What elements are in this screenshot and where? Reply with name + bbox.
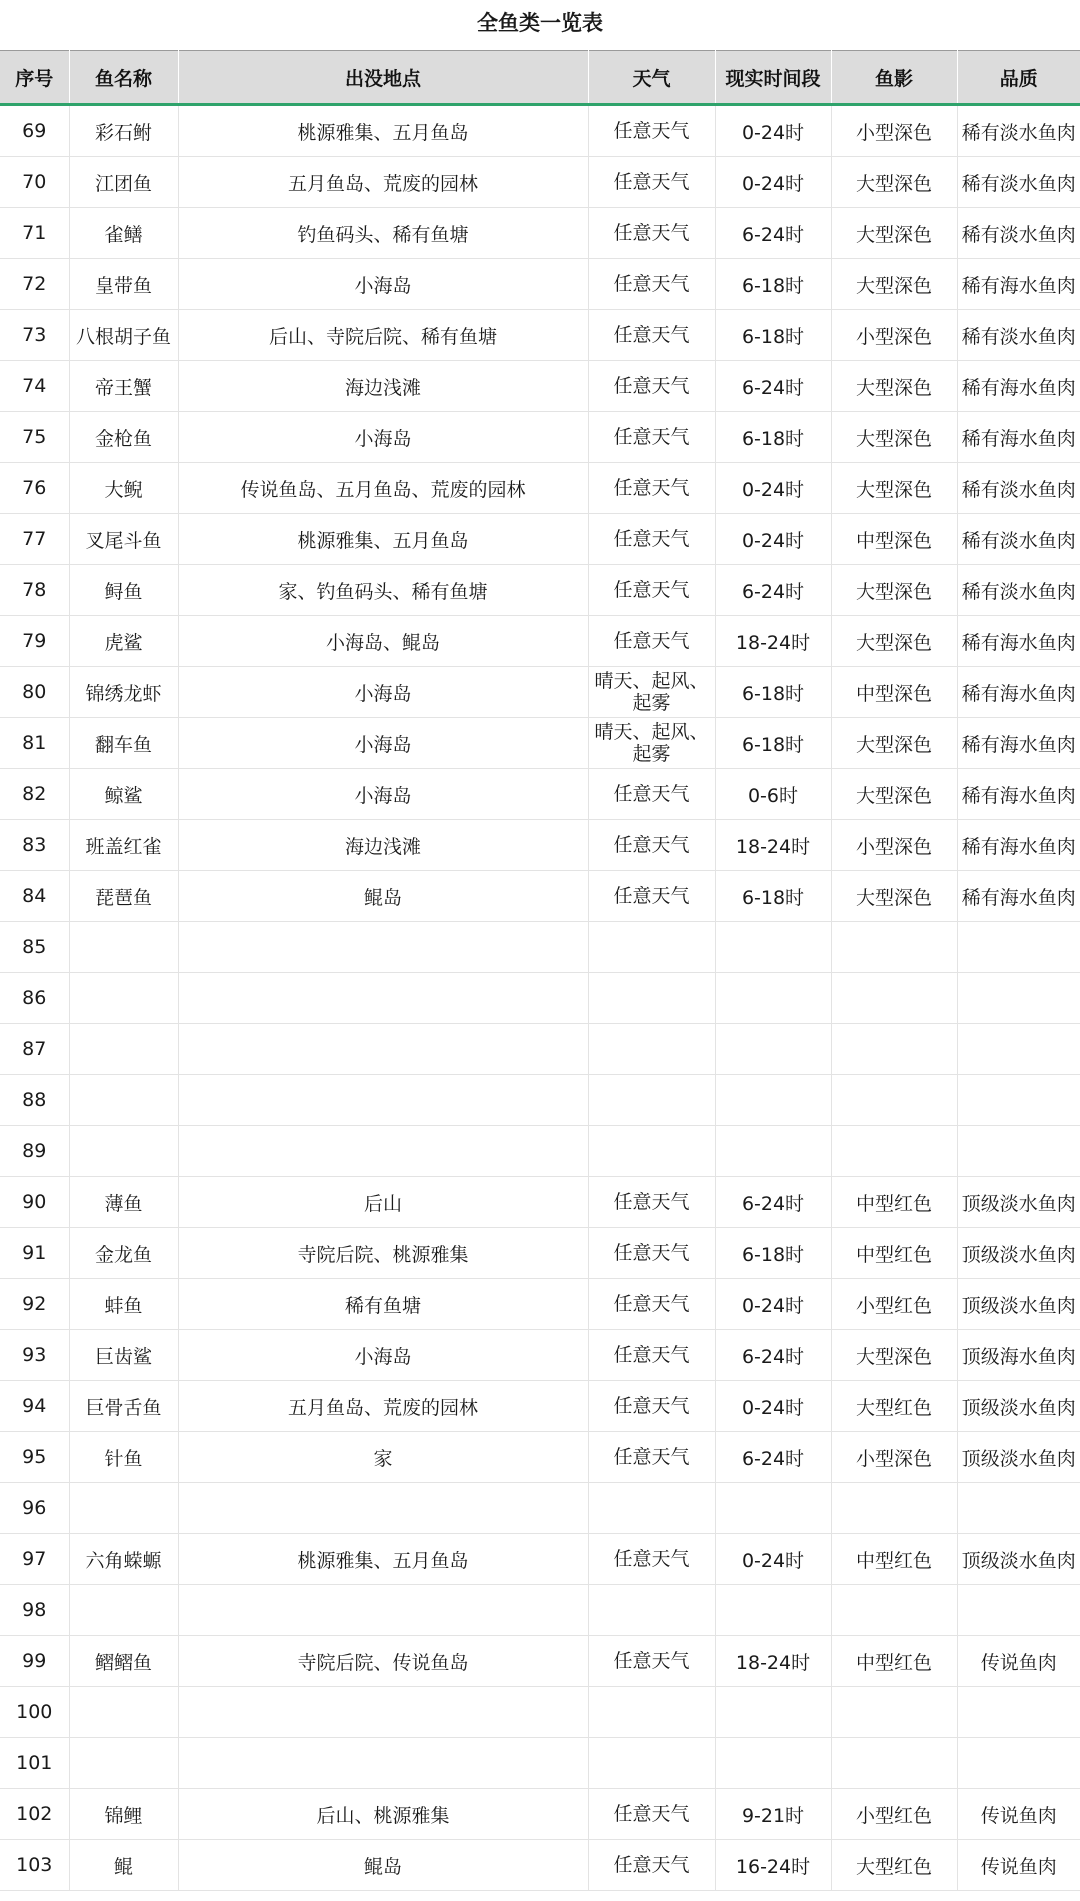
header-time: 现实时间段	[715, 51, 831, 105]
cell-location: 小海岛	[178, 412, 588, 463]
cell-weather: 任意天气	[588, 616, 715, 667]
cell-location: 海边浅滩	[178, 361, 588, 412]
cell-location	[178, 973, 588, 1024]
cell-fish-name	[69, 1585, 178, 1636]
cell-location: 后山、寺院后院、稀有鱼塘	[178, 310, 588, 361]
cell-time	[715, 1738, 831, 1789]
cell-quality: 稀有淡水鱼肉	[957, 310, 1080, 361]
cell-quality: 稀有海水鱼肉	[957, 412, 1080, 463]
cell-time: 6-24时	[715, 1330, 831, 1381]
cell-fish-name: 金龙鱼	[69, 1228, 178, 1279]
cell-fish-name: 鲲	[69, 1840, 178, 1891]
cell-weather: 任意天气	[588, 208, 715, 259]
cell-index: 93	[0, 1330, 69, 1381]
cell-fish-name: 彩石鲋	[69, 105, 178, 157]
header-quality: 品质	[957, 51, 1080, 105]
cell-weather: 任意天气	[588, 1381, 715, 1432]
cell-location	[178, 1075, 588, 1126]
cell-fish-name: 鲸鲨	[69, 769, 178, 820]
cell-weather: 任意天气	[588, 1228, 715, 1279]
cell-location: 后山	[178, 1177, 588, 1228]
cell-fish-name: 锦鲤	[69, 1789, 178, 1840]
cell-index: 70	[0, 157, 69, 208]
table-row	[0, 1840, 1080, 1891]
cell-fish-name	[69, 1738, 178, 1789]
table-row	[0, 565, 1080, 616]
cell-index: 103	[0, 1840, 69, 1891]
table-row	[0, 310, 1080, 361]
cell-shadow: 大型深色	[831, 463, 957, 514]
table-row	[0, 412, 1080, 463]
cell-location	[178, 1585, 588, 1636]
table-row	[0, 1330, 1080, 1381]
cell-location: 家、钓鱼码头、稀有鱼塘	[178, 565, 588, 616]
cell-weather: 任意天气	[588, 1279, 715, 1330]
cell-fish-name	[69, 973, 178, 1024]
cell-shadow: 大型深色	[831, 871, 957, 922]
cell-shadow: 大型深色	[831, 616, 957, 667]
cell-weather: 任意天气	[588, 105, 715, 157]
table-row	[0, 1585, 1080, 1636]
header-fish-name: 鱼名称	[69, 51, 178, 105]
cell-time: 18-24时	[715, 820, 831, 871]
cell-fish-name: 皇带鱼	[69, 259, 178, 310]
cell-time	[715, 1585, 831, 1636]
cell-fish-name	[69, 1024, 178, 1075]
cell-shadow: 小型红色	[831, 1279, 957, 1330]
cell-shadow: 大型深色	[831, 157, 957, 208]
table-row	[0, 1075, 1080, 1126]
cell-time: 0-24时	[715, 514, 831, 565]
cell-quality: 稀有淡水鱼肉	[957, 157, 1080, 208]
cell-time: 18-24时	[715, 1636, 831, 1687]
cell-fish-name: 金枪鱼	[69, 412, 178, 463]
cell-weather	[588, 973, 715, 1024]
cell-time: 18-24时	[715, 616, 831, 667]
cell-index: 85	[0, 922, 69, 973]
cell-quality: 顶级淡水鱼肉	[957, 1432, 1080, 1483]
cell-quality: 稀有淡水鱼肉	[957, 105, 1080, 157]
cell-location: 鲲岛	[178, 871, 588, 922]
cell-shadow: 大型深色	[831, 769, 957, 820]
table-row	[0, 105, 1080, 157]
cell-shadow: 中型红色	[831, 1534, 957, 1585]
cell-shadow	[831, 973, 957, 1024]
cell-weather	[588, 922, 715, 973]
table-row	[0, 616, 1080, 667]
cell-quality: 传说鱼肉	[957, 1840, 1080, 1891]
cell-shadow: 大型深色	[831, 565, 957, 616]
cell-location: 钓鱼码头、稀有鱼塘	[178, 208, 588, 259]
header-index: 序号	[0, 51, 69, 105]
cell-index: 84	[0, 871, 69, 922]
cell-time: 6-18时	[715, 871, 831, 922]
cell-time	[715, 922, 831, 973]
cell-weather: 任意天气	[588, 310, 715, 361]
cell-weather: 任意天气	[588, 412, 715, 463]
cell-shadow: 小型红色	[831, 1789, 957, 1840]
cell-time: 0-24时	[715, 1381, 831, 1432]
cell-time: 6-24时	[715, 361, 831, 412]
cell-quality: 稀有淡水鱼肉	[957, 514, 1080, 565]
cell-fish-name: 琵琶鱼	[69, 871, 178, 922]
cell-fish-name: 锦绣龙虾	[69, 667, 178, 718]
cell-fish-name	[69, 1075, 178, 1126]
cell-location	[178, 1687, 588, 1738]
table-row	[0, 1381, 1080, 1432]
table-row	[0, 361, 1080, 412]
cell-index: 87	[0, 1024, 69, 1075]
cell-time: 0-24时	[715, 157, 831, 208]
cell-weather: 任意天气	[588, 1330, 715, 1381]
cell-index: 96	[0, 1483, 69, 1534]
cell-quality: 稀有淡水鱼肉	[957, 565, 1080, 616]
cell-weather: 任意天气	[588, 1177, 715, 1228]
cell-quality: 顶级淡水鱼肉	[957, 1177, 1080, 1228]
cell-time: 6-24时	[715, 1432, 831, 1483]
cell-quality: 顶级淡水鱼肉	[957, 1534, 1080, 1585]
cell-weather	[588, 1483, 715, 1534]
cell-time: 6-18时	[715, 259, 831, 310]
cell-fish-name: 八根胡子鱼	[69, 310, 178, 361]
cell-quality	[957, 1585, 1080, 1636]
cell-index: 80	[0, 667, 69, 718]
cell-shadow: 中型红色	[831, 1228, 957, 1279]
cell-time	[715, 1126, 831, 1177]
cell-shadow: 小型深色	[831, 105, 957, 157]
cell-weather: 任意天气	[588, 769, 715, 820]
table-row	[0, 1534, 1080, 1585]
cell-fish-name	[69, 1687, 178, 1738]
cell-index: 78	[0, 565, 69, 616]
cell-weather: 任意天气	[588, 871, 715, 922]
table-row	[0, 1279, 1080, 1330]
cell-quality: 稀有淡水鱼肉	[957, 208, 1080, 259]
cell-index: 97	[0, 1534, 69, 1585]
cell-time: 0-24时	[715, 105, 831, 157]
cell-index: 102	[0, 1789, 69, 1840]
cell-index: 69	[0, 105, 69, 157]
cell-index: 75	[0, 412, 69, 463]
cell-fish-name: 鳛鳛鱼	[69, 1636, 178, 1687]
cell-quality: 稀有淡水鱼肉	[957, 463, 1080, 514]
cell-quality: 稀有海水鱼肉	[957, 769, 1080, 820]
cell-quality	[957, 973, 1080, 1024]
table-row	[0, 1126, 1080, 1177]
table-row	[0, 718, 1080, 769]
cell-location: 鲲岛	[178, 1840, 588, 1891]
cell-fish-name	[69, 922, 178, 973]
cell-fish-name: 巨齿鲨	[69, 1330, 178, 1381]
cell-quality: 稀有海水鱼肉	[957, 820, 1080, 871]
cell-location: 寺院后院、桃源雅集	[178, 1228, 588, 1279]
table-row	[0, 259, 1080, 310]
cell-location: 小海岛	[178, 259, 588, 310]
cell-quality: 顶级淡水鱼肉	[957, 1279, 1080, 1330]
cell-shadow	[831, 1126, 957, 1177]
page-title: 全鱼类一览表	[477, 11, 603, 35]
cell-fish-name: 江团鱼	[69, 157, 178, 208]
cell-index: 83	[0, 820, 69, 871]
header-location: 出没地点	[178, 51, 588, 105]
cell-shadow	[831, 1483, 957, 1534]
cell-index: 98	[0, 1585, 69, 1636]
cell-quality	[957, 1024, 1080, 1075]
cell-quality: 稀有海水鱼肉	[957, 667, 1080, 718]
cell-quality	[957, 1483, 1080, 1534]
cell-shadow: 大型深色	[831, 1330, 957, 1381]
cell-time: 16-24时	[715, 1840, 831, 1891]
cell-quality	[957, 1738, 1080, 1789]
table-row	[0, 1177, 1080, 1228]
table-header-row	[0, 51, 1080, 105]
cell-shadow	[831, 1738, 957, 1789]
table-row	[0, 1687, 1080, 1738]
cell-index: 82	[0, 769, 69, 820]
cell-quality	[957, 1075, 1080, 1126]
cell-fish-name: 翻车鱼	[69, 718, 178, 769]
cell-shadow: 大型红色	[831, 1381, 957, 1432]
cell-index: 91	[0, 1228, 69, 1279]
cell-shadow: 大型深色	[831, 412, 957, 463]
cell-time: 0-24时	[715, 463, 831, 514]
cell-weather	[588, 1585, 715, 1636]
table-row	[0, 820, 1080, 871]
cell-index: 88	[0, 1075, 69, 1126]
cell-quality: 稀有海水鱼肉	[957, 871, 1080, 922]
cell-fish-name: 虎鲨	[69, 616, 178, 667]
header-shadow: 鱼影	[831, 51, 957, 105]
cell-time: 6-24时	[715, 1177, 831, 1228]
cell-fish-name: 巨骨舌鱼	[69, 1381, 178, 1432]
cell-time	[715, 1687, 831, 1738]
cell-time: 6-18时	[715, 1228, 831, 1279]
cell-shadow: 大型深色	[831, 259, 957, 310]
cell-shadow: 大型红色	[831, 1840, 957, 1891]
cell-quality	[957, 922, 1080, 973]
cell-fish-name: 蚌鱼	[69, 1279, 178, 1330]
table-row	[0, 157, 1080, 208]
table-row	[0, 1483, 1080, 1534]
cell-quality: 稀有海水鱼肉	[957, 616, 1080, 667]
cell-location: 家	[178, 1432, 588, 1483]
cell-fish-name	[69, 1126, 178, 1177]
cell-quality: 顶级海水鱼肉	[957, 1330, 1080, 1381]
cell-quality: 顶级淡水鱼肉	[957, 1381, 1080, 1432]
cell-time: 0-6时	[715, 769, 831, 820]
cell-location: 稀有鱼塘	[178, 1279, 588, 1330]
cell-location: 五月鱼岛、荒废的园林	[178, 1381, 588, 1432]
cell-quality: 顶级淡水鱼肉	[957, 1228, 1080, 1279]
cell-index: 71	[0, 208, 69, 259]
cell-index: 99	[0, 1636, 69, 1687]
cell-fish-name: 雀鳝	[69, 208, 178, 259]
cell-location: 小海岛	[178, 718, 588, 769]
cell-index: 74	[0, 361, 69, 412]
cell-fish-name: 大鲵	[69, 463, 178, 514]
cell-shadow	[831, 1687, 957, 1738]
cell-time	[715, 1024, 831, 1075]
cell-location: 后山、桃源雅集	[178, 1789, 588, 1840]
table-row	[0, 208, 1080, 259]
cell-fish-name: 针鱼	[69, 1432, 178, 1483]
cell-index: 95	[0, 1432, 69, 1483]
cell-weather	[588, 1024, 715, 1075]
cell-index: 94	[0, 1381, 69, 1432]
cell-shadow	[831, 922, 957, 973]
cell-weather	[588, 1126, 715, 1177]
table-row	[0, 1738, 1080, 1789]
cell-index: 86	[0, 973, 69, 1024]
cell-index: 92	[0, 1279, 69, 1330]
cell-fish-name: 六角蝾螈	[69, 1534, 178, 1585]
table-row	[0, 1636, 1080, 1687]
cell-location: 海边浅滩	[178, 820, 588, 871]
cell-shadow: 小型深色	[831, 310, 957, 361]
cell-shadow: 小型深色	[831, 820, 957, 871]
cell-quality	[957, 1126, 1080, 1177]
cell-shadow: 中型红色	[831, 1636, 957, 1687]
cell-time: 6-18时	[715, 412, 831, 463]
cell-location: 桃源雅集、五月鱼岛	[178, 1534, 588, 1585]
cell-shadow: 中型红色	[831, 1177, 957, 1228]
cell-quality: 稀有海水鱼肉	[957, 259, 1080, 310]
cell-shadow: 大型深色	[831, 208, 957, 259]
cell-weather: 任意天气	[588, 1534, 715, 1585]
cell-weather: 任意天气	[588, 463, 715, 514]
cell-time	[715, 973, 831, 1024]
table-row	[0, 1228, 1080, 1279]
table-row	[0, 1024, 1080, 1075]
cell-time	[715, 1075, 831, 1126]
cell-location: 传说鱼岛、五月鱼岛、荒废的园林	[178, 463, 588, 514]
cell-fish-name	[69, 1483, 178, 1534]
cell-fish-name: 帝王蟹	[69, 361, 178, 412]
table-row	[0, 922, 1080, 973]
cell-fish-name: 叉尾斗鱼	[69, 514, 178, 565]
cell-time: 6-24时	[715, 565, 831, 616]
cell-time: 9-21时	[715, 1789, 831, 1840]
header-weather: 天气	[588, 51, 715, 105]
table-row	[0, 871, 1080, 922]
cell-location: 桃源雅集、五月鱼岛	[178, 105, 588, 157]
cell-time: 6-18时	[715, 310, 831, 361]
cell-index: 79	[0, 616, 69, 667]
table-row	[0, 463, 1080, 514]
cell-weather: 任意天气	[588, 1840, 715, 1891]
cell-weather: 晴天、起风、起雾	[588, 667, 715, 718]
cell-location: 小海岛	[178, 769, 588, 820]
cell-location	[178, 1738, 588, 1789]
cell-index: 89	[0, 1126, 69, 1177]
cell-shadow: 大型深色	[831, 718, 957, 769]
cell-index: 101	[0, 1738, 69, 1789]
cell-location	[178, 1126, 588, 1177]
cell-shadow	[831, 1024, 957, 1075]
cell-time	[715, 1483, 831, 1534]
cell-shadow: 大型深色	[831, 361, 957, 412]
table-row	[0, 667, 1080, 718]
cell-location: 寺院后院、传说鱼岛	[178, 1636, 588, 1687]
cell-time: 0-24时	[715, 1534, 831, 1585]
cell-fish-name: 薄鱼	[69, 1177, 178, 1228]
table-row	[0, 1432, 1080, 1483]
cell-location	[178, 1483, 588, 1534]
cell-time: 6-18时	[715, 667, 831, 718]
table-row	[0, 973, 1080, 1024]
cell-time: 0-24时	[715, 1279, 831, 1330]
cell-weather: 任意天气	[588, 820, 715, 871]
cell-location	[178, 922, 588, 973]
table-row	[0, 769, 1080, 820]
cell-index: 100	[0, 1687, 69, 1738]
cell-quality	[957, 1687, 1080, 1738]
cell-location: 桃源雅集、五月鱼岛	[178, 514, 588, 565]
cell-shadow	[831, 1075, 957, 1126]
cell-quality: 传说鱼肉	[957, 1789, 1080, 1840]
cell-shadow: 中型深色	[831, 514, 957, 565]
cell-weather: 任意天气	[588, 1789, 715, 1840]
cell-weather: 任意天气	[588, 259, 715, 310]
cell-shadow	[831, 1585, 957, 1636]
cell-fish-name: 鲟鱼	[69, 565, 178, 616]
cell-time: 6-18时	[715, 718, 831, 769]
cell-location: 小海岛、鲲岛	[178, 616, 588, 667]
cell-weather	[588, 1687, 715, 1738]
cell-quality: 传说鱼肉	[957, 1636, 1080, 1687]
cell-fish-name: 班盖红雀	[69, 820, 178, 871]
cell-index: 81	[0, 718, 69, 769]
cell-weather: 任意天气	[588, 1636, 715, 1687]
cell-shadow: 小型深色	[831, 1432, 957, 1483]
cell-shadow: 中型深色	[831, 667, 957, 718]
cell-index: 72	[0, 259, 69, 310]
cell-quality: 稀有海水鱼肉	[957, 361, 1080, 412]
cell-weather: 任意天气	[588, 361, 715, 412]
cell-location	[178, 1024, 588, 1075]
cell-time: 6-24时	[715, 208, 831, 259]
cell-quality: 稀有海水鱼肉	[957, 718, 1080, 769]
cell-weather	[588, 1738, 715, 1789]
fish-table	[0, 50, 1080, 1891]
cell-weather: 任意天气	[588, 1432, 715, 1483]
cell-weather: 任意天气	[588, 565, 715, 616]
cell-index: 77	[0, 514, 69, 565]
cell-weather: 晴天、起风、起雾	[588, 718, 715, 769]
cell-weather: 任意天气	[588, 514, 715, 565]
cell-location: 小海岛	[178, 1330, 588, 1381]
table-row	[0, 514, 1080, 565]
cell-weather: 任意天气	[588, 157, 715, 208]
cell-weather	[588, 1075, 715, 1126]
cell-location: 小海岛	[178, 667, 588, 718]
cell-index: 73	[0, 310, 69, 361]
cell-index: 90	[0, 1177, 69, 1228]
cell-index: 76	[0, 463, 69, 514]
table-row	[0, 1789, 1080, 1840]
cell-location: 五月鱼岛、荒废的园林	[178, 157, 588, 208]
